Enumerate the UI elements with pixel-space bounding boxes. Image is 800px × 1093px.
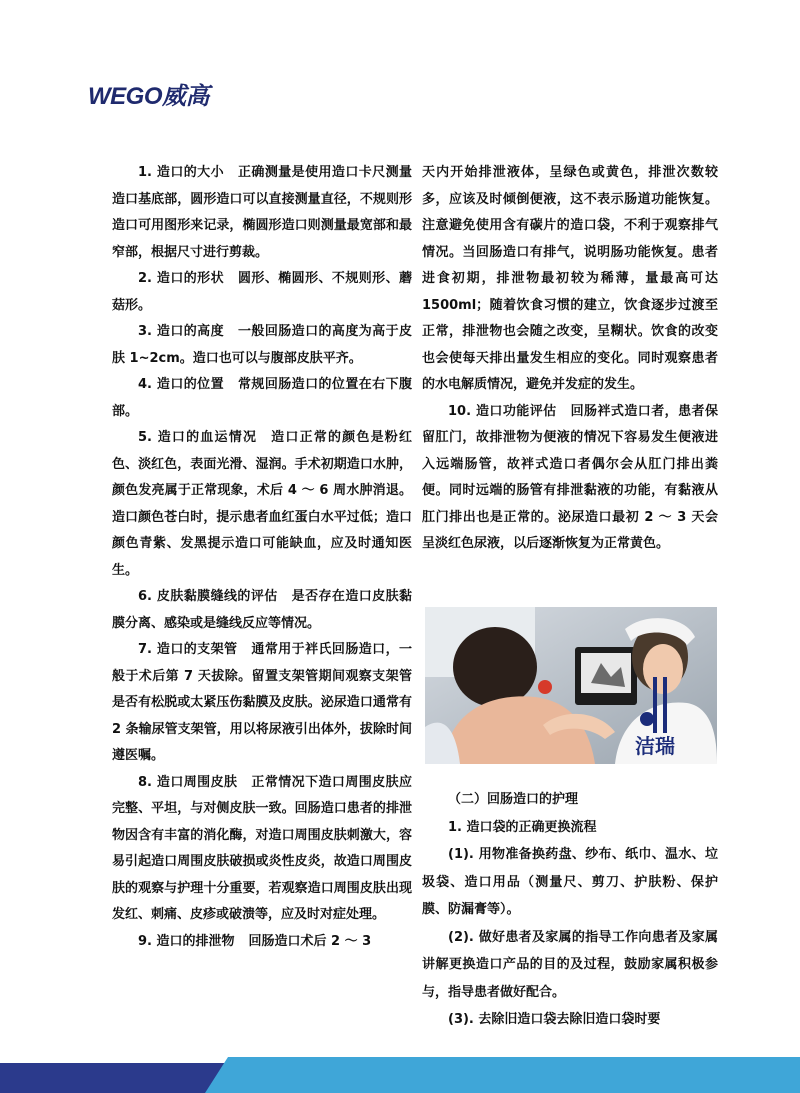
- paragraph: 10. 造口功能评估 回肠袢式造口者，患者保留肛门，故排泄物为便液的情况下容易发生便液进入远端肠管，故袢式造口者偶尔会从肛门排出粪便。同时远端的肠管有排泄黏液的功能，有黏液从肛门排出也是正常的。泌尿造口最初 2 ～ 3 天会呈淡红色尿液，以后逐渐恢复为正常黄色。: [422, 403, 718, 551]
- paragraph: (2). 做好患者及家属的指导工作向患者及家属讲解更换造口产品的目的及过程，鼓励家属积极参与，指导患者做好配合。: [422, 929, 718, 1000]
- nursing-section: [422, 786, 718, 1034]
- paragraph: 8. 造口周围皮肤 正常情况下造口周围皮肤应完整、平坦，与对侧皮肤一致。回肠造口患者的排泄物因含有丰富的消化酶，对造口周围皮肤刺激大，容易引起造口周围皮肤破损或炎性皮炎，故造口周围皮肤的观察与护理十分重要，若观察造口周围皮肤出现发红、刺痛、皮疹或破溃等，应及时对症处理。: [112, 774, 412, 922]
- watermark-text: 洁瑞: [635, 734, 675, 758]
- right-column: [422, 160, 718, 558]
- brand-logo: WEGO威高: [88, 83, 209, 110]
- paragraph: 9. 造口的排泄物 回肠造口术后 2 ～ 3: [138, 933, 372, 949]
- paragraph: 2. 造口的形状 圆形、椭圆形、不规则形、蘑菇形。: [112, 271, 412, 313]
- paragraph: (3). 去除旧造口袋去除旧造口袋时要: [448, 1012, 661, 1027]
- left-column: [112, 160, 412, 955]
- paragraph: (1). 用物准备换药盘、纱布、纸巾、温水、垃圾袋、造口用品（测量尺、剪刀、护肤粉、保护膜、防漏膏等）。: [422, 847, 718, 917]
- footer-band: [0, 1055, 800, 1093]
- subsection-heading: 1. 造口袋的正确更换流程: [448, 819, 597, 835]
- paragraph: 天内开始排泄液体，呈绿色或黄色，排泄次数较多，应该及时倾倒便液，这不表示肠道功能恢复。注意避免使用含有碳片的造口袋，不利于观察排气情况。当回肠造口有排气，说明肠功能恢复。患者进食初期，排泄物最初较为稀薄，量最高可达 1500ml；随着饮食习惯的建立，饮食逐步过渡至正常，排泄物也会随之改变，呈糊状。饮食的改变也会使每天排出量发生相应的变化。同时观察患者的水电解质情况，避免并发症的发生。: [422, 165, 718, 392]
- nursing-photo: [425, 607, 717, 764]
- paragraph: 3. 造口的高度 一般回肠造口的高度为高于皮肤 1~2cm。造口也可以与腹部皮肤平齐。: [112, 324, 412, 366]
- paragraph: 1. 造口的大小 正确测量是使用造口卡尺测量造口基底部，圆形造口可以直接测量直径，不规则形造口可用图形来记录，椭圆形造口则测量最宽部和最窄部，根据尺寸进行剪裁。: [112, 165, 412, 260]
- paragraph: 4. 造口的位置 常规回肠造口的位置在右下腹部。: [112, 377, 412, 419]
- paragraph: 5. 造口的血运情况 造口正常的颜色是粉红色、淡红色，表面光滑、湿润。手术初期造口水肿，颜色发亮属于正常现象，术后 4 ～ 6 周水肿消退。造口颜色苍白时，提示患者血红蛋白水平过低；造口颜色青紫、发黑提示造口可能缺血，应及时通知医生。: [112, 430, 412, 578]
- paragraph: 7. 造口的支架管 通常用于袢氏回肠造口，一般于术后第 7 天拔除。留置支架管期间观察支架管是否有松脱或太紧压伤黏膜及皮肤。泌尿造口通常有 2 条输尿管支架管，用以将尿液引出体外，拔除时间遵医嘱。: [112, 642, 412, 763]
- section-heading: （二）回肠造口的护理: [448, 792, 579, 807]
- paragraph: 6. 皮肤黏膜缝线的评估 是否存在造口皮肤黏膜分离、感染或是缝线反应等情况。: [112, 589, 412, 631]
